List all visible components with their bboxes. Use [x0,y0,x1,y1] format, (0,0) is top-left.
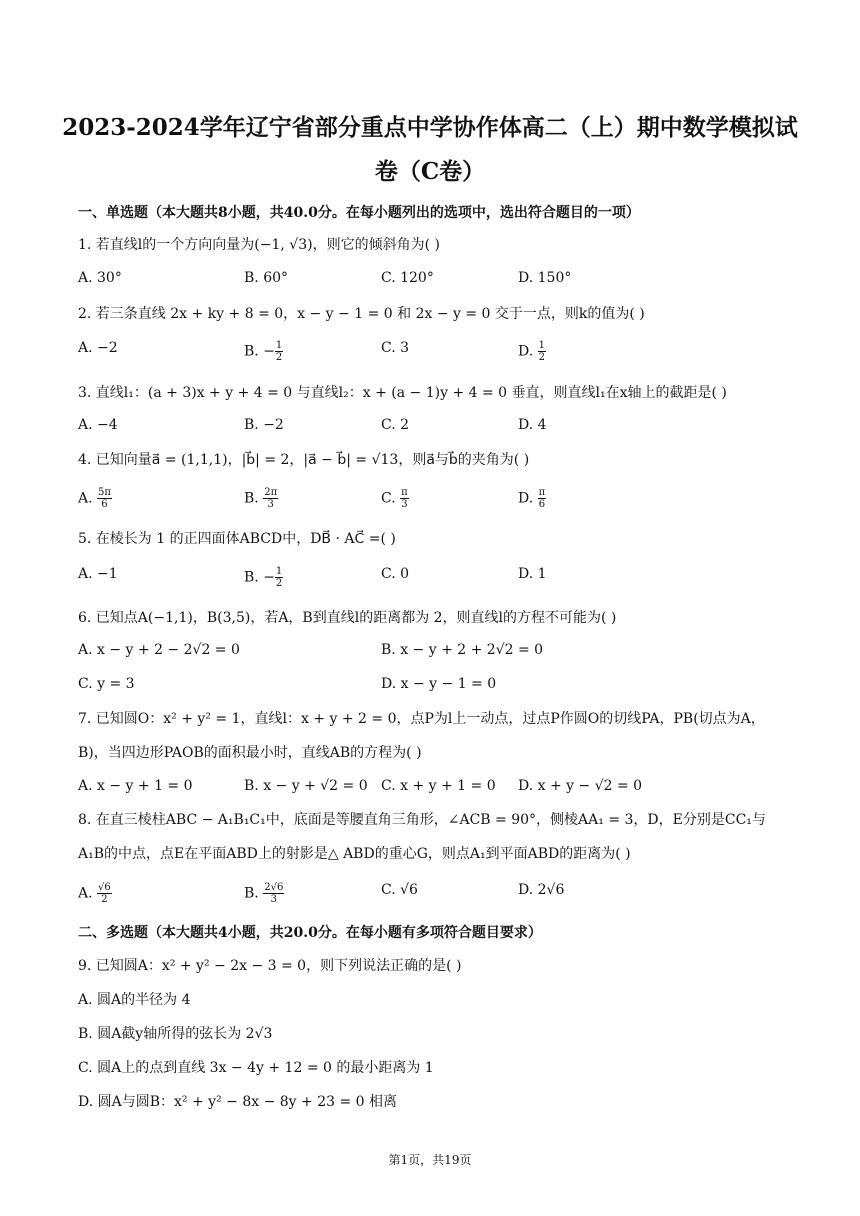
option-c: C. 2 [381,417,410,433]
option-d: D. x − y − 1 = 0 [381,676,497,692]
option-b: B. − $\frac{1}{2}$ [244,566,283,589]
page-number-footer: 第1页，共19页 [388,1153,472,1167]
option-b: B. − $\frac{1}{2}$ [244,340,283,363]
question-3-options [78,417,784,439]
option-b: B. $\frac{2\pi}{3}$ [244,487,278,510]
option-a: A. x − y + 2 − 2√2 = 0 [78,642,240,658]
option-b: B. $\frac{2√6}{3}$ [244,882,284,905]
question-9-option-a: A. 圆A的半径为 4 [78,992,191,1008]
option-b: B. −2 [244,417,284,433]
option-b: B. x − y + √2 = 0 [244,778,368,794]
option-c: C. x + y + 1 = 0 [381,778,496,794]
option-a: A. −2 [78,340,118,356]
question-4: 4. 已知向量a⃗ = (1,1,1)，|b⃗| = 2，|a⃗ − b⃗| = √13，则a⃗与b⃗的夹角为( ) [78,452,530,468]
option-c: C. 3 [381,340,410,356]
question-9-option-d: D. 圆A与圆B：x² + y² − 8x − 8y + 23 = 0 相离 [78,1094,397,1110]
option-b: B. 60° [244,270,289,286]
option-d: D. 150° [518,270,572,286]
question-7: 7. 已知圆O：x² + y² = 1，直线l：x + y + 2 = 0，点P为l上一动点，过点P作圆O的切线PA，PB(切点为A，B)，当四边形PAOB的面积最小时，直线AB的方程为( ) [78,711,765,761]
option-b: B. x − y + 2 + 2√2 = 0 [381,642,544,658]
option-a: A. $\frac{√6}{2}$ [78,882,111,905]
option-c: C. 0 [381,566,410,582]
option-a: A. −1 [78,566,118,582]
option-c: C. √6 [381,882,418,898]
question-6: 6. 已知点A(−1,1)，B(3,5)，若A，B到直线l的距离都为 2，则直线l的方程不可能为( ) [78,610,617,626]
question-1-options [78,270,784,292]
question-7-options [78,778,784,800]
option-a: A. $\frac{5\pi}{6}$ [78,487,111,510]
page-title-line2: 卷（C卷） [374,158,486,185]
option-c: C. 120° [381,270,434,286]
option-d: D. $\frac{\pi}{6}$ [518,487,546,510]
question-8: 8. 在直三棱柱ABC − A₁B₁C₁中，底面是等腰直角三角形，∠ACB = 90°，侧棱AA₁ = 3，D，E分别是CC₁与A₁B的中点，点E在平面ABD上的射影是△ ABD的重心G，则点A₁到平面ABD的距离为( ) [78,812,766,862]
option-d: D. 1 [518,566,547,582]
question-2-options [78,340,784,362]
option-c: C. $\frac{\pi}{3}$ [381,487,408,510]
option-a: A. 30° [78,270,122,286]
option-d: D. $\frac{1}{2}$ [518,340,546,363]
question-4-options [78,487,784,509]
question-5-options [78,566,784,588]
question-8-options [78,882,784,904]
question-9: 9. 已知圆A：x² + y² − 2x − 3 = 0，则下列说法正确的是( ) [78,958,462,974]
option-a: A. x − y + 1 = 0 [78,778,193,794]
section-heading-multi-choice: 二、多选题（本大题共4小题，共20.0分。在每小题有多项符合题目要求） [78,925,542,941]
section-heading-single-choice: 一、单选题（本大题共8小题，共40.0分。在每小题列出的选项中，选出符合题目的一项） [78,205,640,221]
question-6-options-row1 [78,642,784,664]
option-d: D. 2√6 [518,882,565,898]
option-a: A. −4 [78,417,118,433]
page-title-line1: 2023-2024学年辽宁省部分重点中学协作体高二（上）期中数学模拟试 [62,114,798,141]
question-1: 1. 若直线l的一个方向向量为(−1, √3)，则它的倾斜角为( ) [78,237,440,253]
question-3: 3. 直线l₁：(a + 3)x + y + 4 = 0 与直线l₂：x + (a − 1)y + 4 = 0 垂直，则直线l₁在x轴上的截距是( ) [78,385,727,401]
option-d: D. 4 [518,417,547,433]
question-6-options-row2 [78,676,784,698]
question-9-option-b: B. 圆A截y轴所得的弦长为 2√3 [78,1026,273,1042]
question-9-option-c: C. 圆A上的点到直线 3x − 4y + 12 = 0 的最小距离为 1 [78,1060,434,1076]
question-5: 5. 在棱长为 1 的正四面体ABCD中，DB⃗ · AC⃗ =( ) [78,531,396,547]
option-d: D. x + y − √2 = 0 [518,778,643,794]
option-c: C. y = 3 [78,676,135,692]
question-2: 2. 若三条直线 2x + ky + 8 = 0，x − y − 1 = 0 和 2x − y = 0 交于一点，则k的值为( ) [78,306,645,322]
